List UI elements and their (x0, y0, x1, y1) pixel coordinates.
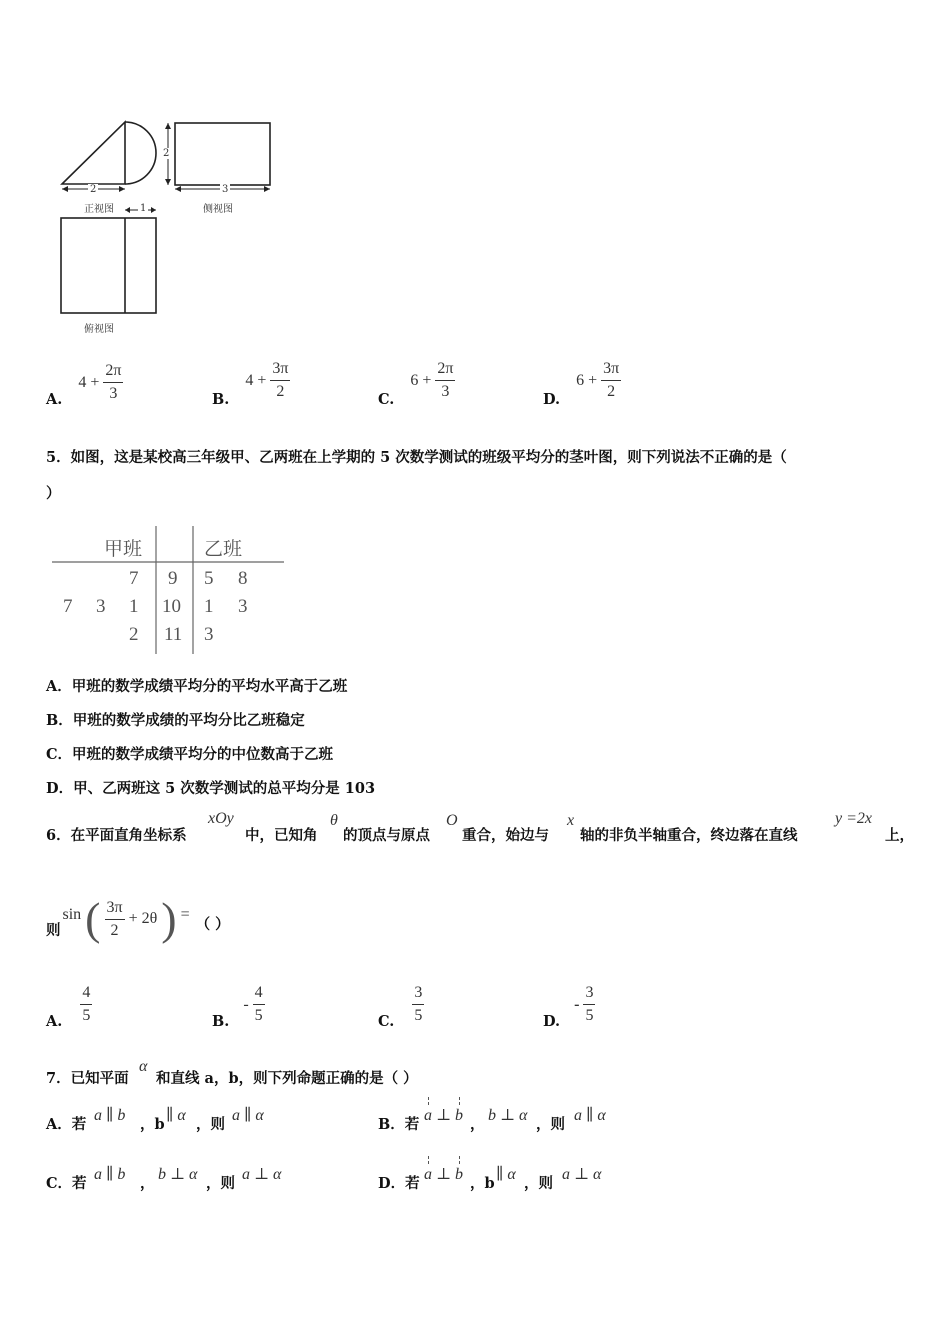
q7-option-label: D．若 (378, 1175, 420, 1192)
leaf-left: 3 (96, 596, 106, 617)
q6-math-line: y =2x (835, 810, 872, 827)
q7-text-1: 7．已知平面 (46, 1070, 129, 1087)
q4-option-d[interactable]: D. 6 + $\frac{3\pi}{2}$ (543, 360, 620, 408)
q6-den: 5 (414, 1007, 423, 1024)
q7-cond-1: a ∥ b (94, 1166, 126, 1183)
q6-den: 5 (82, 1007, 91, 1024)
q7-cond-1: a ∥ b (94, 1107, 126, 1124)
stem-head-left: 甲班 (104, 539, 143, 560)
leaf-right: 3 (204, 624, 214, 645)
leaf-right: 1 (204, 596, 214, 617)
stem-head-right: 乙班 (204, 539, 243, 560)
q4-option-label: B. (212, 391, 230, 408)
q6-math-xoy: xOy (208, 810, 234, 827)
q6-option-label: C. (378, 1013, 395, 1030)
top-width-dim: 1 (140, 203, 147, 214)
q4-frac-num: 3π (270, 361, 290, 381)
q6-text-4: 重合，始边与 (462, 827, 549, 844)
q4-option-label: D. (543, 391, 561, 408)
q6-option-label: A. (46, 1013, 63, 1030)
leaf-left: 2 (129, 624, 139, 645)
q6-num: 4 (253, 985, 265, 1005)
q6-num: 3 (583, 985, 595, 1005)
q6-text-3: 的顶点与原点 (343, 827, 430, 844)
leaf-left: 1 (129, 596, 139, 617)
front-view-label: 正视图 (84, 204, 114, 215)
q7-math-alpha: α (139, 1058, 148, 1075)
q7-option-label: B．若 (378, 1116, 420, 1133)
q4-frac-den: 2 (607, 383, 616, 400)
q7-option-c[interactable] (46, 1164, 366, 1194)
q4-option-label: A. (46, 391, 63, 408)
stem-leaf-plot (52, 526, 284, 656)
leaf-right: 8 (238, 568, 248, 589)
q6-option-b[interactable] (212, 982, 265, 1030)
three-views-figure (50, 112, 290, 342)
leaf-left: 7 (63, 596, 73, 617)
q7-cond-1: a ⊥ b (424, 1166, 464, 1183)
q7-option-label: A．若 (46, 1116, 87, 1133)
q4-frac-den: 3 (109, 385, 118, 402)
q6-den: 5 (585, 1007, 594, 1024)
q6-option-label: D. (543, 1013, 561, 1030)
q5-option-d[interactable]: D．甲、乙两班这 5 次数学测试的总平均分是 103 (46, 780, 376, 797)
q7-sep: ，b (140, 1116, 165, 1133)
q7-result: a ⊥ α (242, 1166, 282, 1183)
q7-text-2: 和直线 a，b，则下列命题正确的是（ ） (156, 1070, 418, 1087)
q4-option-b[interactable]: B. 4 + $\frac{3\pi}{2}$ (212, 360, 289, 408)
q6-option-a[interactable] (46, 982, 92, 1030)
q6-frac-den: 2 (110, 921, 119, 939)
q4-frac-den: 2 (276, 383, 285, 400)
q7-option-b[interactable] (378, 1097, 698, 1135)
q6-text-6: 上， (885, 827, 914, 844)
q4-int: 6 (576, 371, 585, 389)
q6-den: 5 (254, 1007, 263, 1024)
q7-cond-1: a ⊥ b (424, 1107, 464, 1124)
q6-equals: = (180, 906, 190, 923)
q7-sep: ， (140, 1175, 155, 1192)
q7-option-d[interactable] (378, 1156, 698, 1194)
q6-math-origin: O (446, 812, 458, 829)
q5-question-line2: ） (46, 485, 61, 502)
q7-result: a ∥ α (574, 1107, 606, 1124)
front-width-dim: 2 (90, 184, 97, 195)
leaf-left: 7 (129, 568, 139, 589)
q6-option-label: B. (212, 1013, 230, 1030)
side-height-dim: 2 (163, 148, 170, 159)
q4-int: 4 (78, 373, 87, 391)
q6-sign: - (574, 995, 580, 1013)
q6-ze: 则 (46, 921, 61, 939)
q7-option-a[interactable] (46, 1105, 366, 1135)
side-view-label: 侧视图 (203, 204, 233, 215)
q4-frac-num: 3π (601, 361, 621, 381)
q6-sign: - (243, 995, 249, 1013)
q4-int: 4 (245, 371, 254, 389)
stem-value: 10 (162, 596, 181, 617)
q4-option-c[interactable]: C. 6 + $\frac{2\pi}{3}$ (378, 360, 454, 408)
q7-then: ，则 (196, 1116, 225, 1133)
q4-frac-num: 2π (435, 361, 455, 381)
q6-plus-term: + 2θ (128, 910, 158, 927)
q4-int: 6 (410, 371, 419, 389)
q7-result: a ⊥ α (562, 1166, 602, 1183)
q7-then: ，则 (524, 1175, 553, 1192)
leaf-right: 3 (238, 596, 248, 617)
q4-option-label: C. (378, 391, 395, 408)
q5-option-c[interactable]: C．甲班的数学成绩平均分的中位数高于乙班 (46, 746, 334, 763)
q6-paren: （ ） (195, 915, 230, 933)
side-width-dim: 3 (222, 184, 229, 195)
q6-text-2: 中，已知角 (245, 827, 318, 844)
q5-option-b[interactable]: B．甲班的数学成绩的平均分比乙班稳定 (46, 712, 305, 729)
q6-math-theta: θ (330, 812, 338, 829)
q6-text-1: 6．在平面直角坐标系 (46, 827, 187, 844)
q5-option-a[interactable]: A．甲班的数学成绩平均分的平均水平高于乙班 (46, 678, 348, 695)
q7-sep: ，b (470, 1175, 495, 1192)
stem-value: 11 (164, 624, 183, 645)
q6-frac-num: 3π (105, 900, 125, 920)
q4-frac-den: 3 (441, 383, 450, 400)
q6-expression: 则 sin ( $\frac{3\pi}{2}$ + 2θ ) = （ ） (46, 893, 230, 944)
q7-cond-2: ∥ α (166, 1107, 186, 1124)
q6-option-d[interactable] (543, 982, 595, 1030)
q7-cond-2: b ⊥ α (488, 1107, 528, 1124)
q5-question-line1: 5．如图，这是某校高三年级甲、乙两班在上学期的 5 次数学测试的班级平均分的茎叶图，则下列说法不正确的是（ (46, 449, 787, 466)
top-view-label: 俯视图 (84, 324, 114, 335)
q4-frac-num: 2π (103, 363, 123, 383)
q6-num: 3 (412, 985, 424, 1005)
q4-option-a[interactable]: A. 4 + $\frac{2\pi}{3}$ (46, 362, 122, 408)
q6-option-c[interactable] (378, 982, 424, 1030)
q7-cond-2: ∥ α (496, 1166, 516, 1183)
q7-cond-2: b ⊥ α (158, 1166, 198, 1183)
q7-option-label: C．若 (46, 1175, 87, 1192)
q7-then: ，则 (536, 1116, 565, 1133)
leaf-right: 5 (204, 568, 214, 589)
q7-then: ，则 (206, 1175, 235, 1192)
q6-num: 4 (80, 985, 92, 1005)
stem-value: 9 (168, 568, 178, 589)
q6-sin: sin (62, 906, 82, 923)
q7-result: a ∥ α (232, 1107, 264, 1124)
q6-text-5: 轴的非负半轴重合，终边落在直线 (580, 827, 798, 844)
q7-sep: ， (470, 1116, 485, 1133)
q6-math-x: x (567, 812, 575, 829)
